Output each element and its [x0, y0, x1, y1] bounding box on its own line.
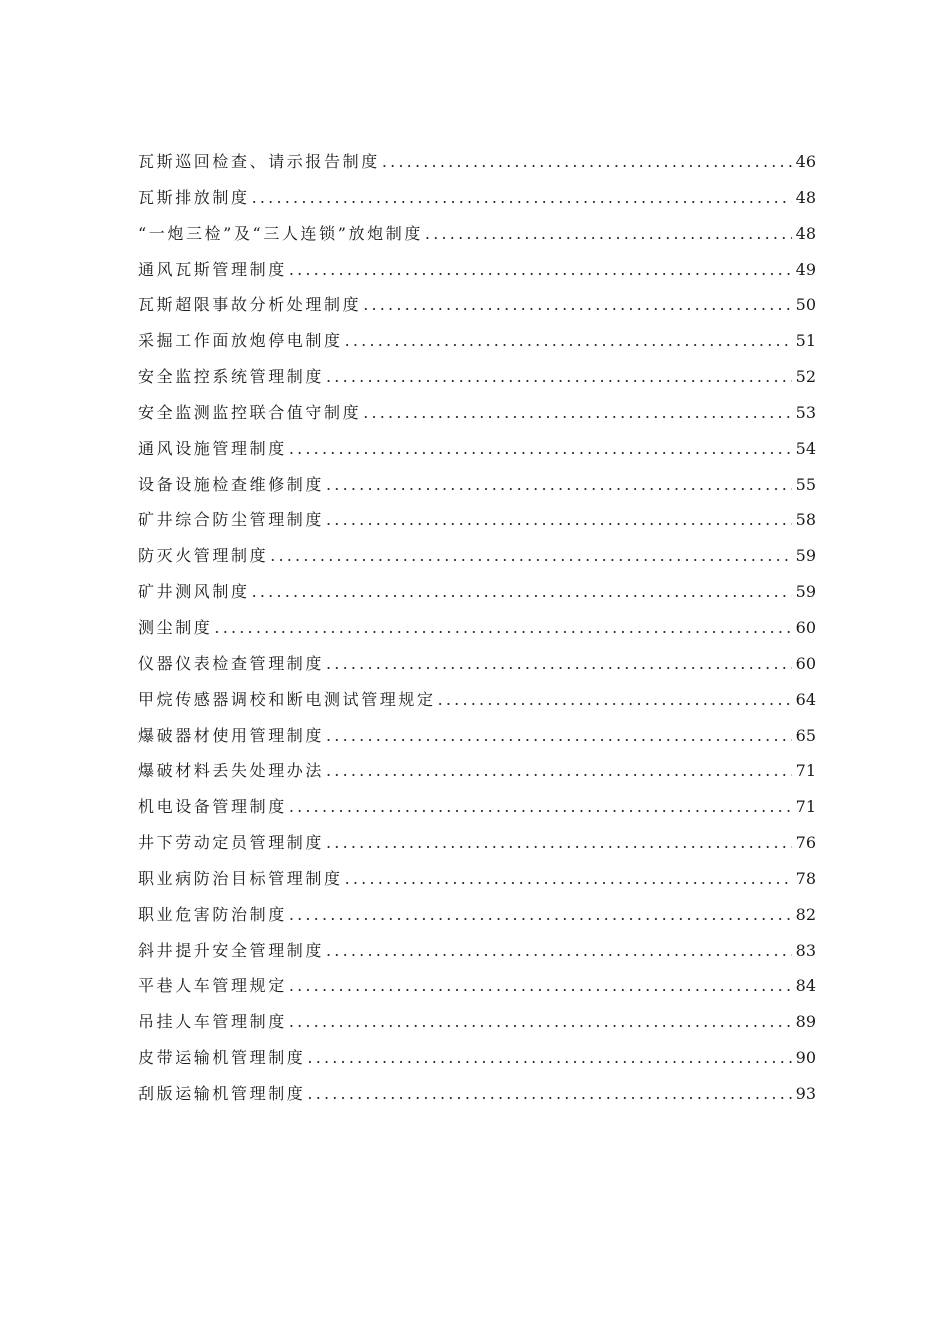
toc-entry-page-number: 59 — [795, 546, 816, 566]
toc-dot-leader — [307, 1040, 792, 1076]
toc-entry-page-number: 48 — [795, 187, 816, 207]
toc-entry-title: 安全监控系统管理制度 — [138, 367, 325, 387]
toc-entry-title: 吊挂人车管理制度 — [138, 1012, 287, 1032]
toc-entry-page-number: 71 — [795, 797, 816, 817]
toc-entry[interactable] — [138, 287, 816, 323]
toc-entry[interactable] — [138, 825, 816, 861]
toc-dot-leader — [326, 933, 792, 969]
toc-entry-title: 通风瓦斯管理制度 — [138, 259, 287, 279]
toc-entry-title: 职业危害防治制度 — [138, 904, 287, 924]
toc-entry-title: 甲烷传感器调校和断电测试管理规定 — [138, 689, 436, 709]
toc-entry-page-number: 82 — [795, 904, 816, 924]
toc-dot-leader — [326, 467, 792, 503]
toc-dot-leader — [425, 216, 792, 252]
toc-entry[interactable] — [138, 646, 816, 682]
toc-dot-leader — [345, 323, 792, 359]
toc-entry[interactable] — [138, 1040, 816, 1076]
toc-dot-leader — [289, 431, 792, 467]
toc-entry[interactable] — [138, 431, 816, 467]
toc-entry-title: 平巷人车管理规定 — [138, 976, 287, 996]
toc-entry-page-number: 54 — [795, 438, 816, 458]
toc-entry-title: 皮带运输机管理制度 — [138, 1048, 306, 1068]
toc-entry-title: 安全监测监控联合值守制度 — [138, 402, 362, 422]
toc-entry-page-number: 53 — [795, 402, 816, 422]
toc-entry-title: “一炮三检”及“三人连锁”放炮制度 — [138, 223, 423, 243]
toc-dot-leader — [252, 180, 792, 216]
toc-entry[interactable] — [138, 718, 816, 754]
toc-entry-title: 采掘工作面放炮停电制度 — [138, 331, 343, 351]
toc-dot-leader — [214, 610, 792, 646]
toc-dot-leader — [363, 287, 792, 323]
toc-entry[interactable] — [138, 467, 816, 503]
toc-entry[interactable] — [138, 682, 816, 718]
toc-entry[interactable] — [138, 861, 816, 897]
toc-entry-title: 防灭火管理制度 — [138, 546, 269, 566]
toc-entry-page-number: 48 — [795, 223, 816, 243]
toc-dot-leader — [382, 144, 792, 180]
toc-entry[interactable] — [138, 1076, 816, 1112]
toc-entry[interactable] — [138, 323, 816, 359]
toc-dot-leader — [289, 252, 792, 288]
toc-dot-leader — [289, 897, 792, 933]
toc-dot-leader — [307, 1076, 792, 1112]
toc-entry[interactable] — [138, 933, 816, 969]
toc-entry-page-number: 51 — [795, 331, 816, 351]
toc-entry[interactable] — [138, 252, 816, 288]
toc-dot-leader — [326, 718, 792, 754]
toc-entry-title: 爆破材料丢失处理办法 — [138, 761, 325, 781]
toc-entry[interactable] — [138, 538, 816, 574]
toc-entry-title: 设备设施检查维修制度 — [138, 474, 325, 494]
toc-entry-title: 矿井测风制度 — [138, 582, 250, 602]
toc-entry[interactable] — [138, 180, 816, 216]
toc-entry-page-number: 76 — [795, 833, 816, 853]
toc-dot-leader — [252, 574, 792, 610]
toc-entry-title: 通风设施管理制度 — [138, 438, 287, 458]
toc-entry-page-number: 71 — [795, 761, 816, 781]
toc-entry-page-number: 55 — [795, 474, 816, 494]
toc-entry-title: 瓦斯巡回检查、请示报告制度 — [138, 152, 380, 171]
toc-dot-leader — [326, 825, 792, 861]
table-of-contents — [138, 144, 816, 1112]
toc-entry[interactable] — [138, 610, 816, 646]
toc-entry-title: 井下劳动定员管理制度 — [138, 833, 325, 853]
toc-entry-page-number: 93 — [795, 1083, 816, 1103]
toc-entry[interactable] — [138, 144, 816, 180]
toc-entry-title: 刮版运输机管理制度 — [138, 1083, 306, 1103]
toc-entry[interactable] — [138, 789, 816, 825]
toc-entry-title: 仪器仪表检查管理制度 — [138, 653, 325, 673]
toc-entry-page-number: 59 — [795, 582, 816, 602]
toc-entry-page-number: 65 — [795, 725, 816, 745]
toc-entry[interactable] — [138, 216, 816, 252]
toc-entry-title: 测尘制度 — [138, 617, 213, 637]
toc-entry-title: 爆破器材使用管理制度 — [138, 725, 325, 745]
toc-entry-title: 职业病防治目标管理制度 — [138, 868, 343, 888]
toc-dot-leader — [289, 1004, 792, 1040]
toc-entry[interactable] — [138, 968, 816, 1004]
toc-dot-leader — [326, 753, 792, 789]
toc-dot-leader — [326, 646, 792, 682]
toc-entry[interactable] — [138, 1004, 816, 1040]
toc-entry-page-number: 60 — [795, 617, 816, 637]
toc-dot-leader — [289, 968, 792, 1004]
toc-entry-page-number: 49 — [795, 259, 816, 279]
toc-dot-leader — [326, 502, 792, 538]
toc-entry[interactable] — [138, 897, 816, 933]
toc-entry-page-number: 89 — [795, 1012, 816, 1032]
toc-dot-leader — [289, 789, 792, 825]
toc-entry-page-number: 64 — [795, 689, 816, 709]
toc-entry-title: 机电设备管理制度 — [138, 797, 287, 817]
toc-entry-title: 矿井综合防尘管理制度 — [138, 510, 325, 530]
toc-entry-page-number: 84 — [795, 976, 816, 996]
toc-entry-title: 斜井提升安全管理制度 — [138, 940, 325, 960]
toc-dot-leader — [345, 861, 792, 897]
toc-dot-leader — [270, 538, 792, 574]
toc-entry-page-number: 83 — [795, 940, 816, 960]
toc-entry-page-number: 60 — [795, 653, 816, 673]
toc-dot-leader — [363, 395, 792, 431]
toc-entry[interactable] — [138, 574, 816, 610]
toc-entry-page-number: 58 — [795, 510, 816, 530]
toc-entry[interactable] — [138, 395, 816, 431]
toc-entry-page-number: 78 — [795, 868, 816, 888]
toc-entry-page-number: 52 — [795, 367, 816, 387]
toc-entry-title: 瓦斯排放制度 — [138, 187, 250, 207]
toc-entry-page-number: 46 — [795, 152, 816, 171]
toc-entry-page-number: 90 — [795, 1048, 816, 1068]
toc-entry[interactable] — [138, 502, 816, 538]
toc-dot-leader — [438, 682, 792, 718]
toc-dot-leader — [326, 359, 792, 395]
toc-entry-page-number: 50 — [795, 295, 816, 315]
toc-entry-title: 瓦斯超限事故分析处理制度 — [138, 295, 362, 315]
toc-entry[interactable] — [138, 753, 816, 789]
toc-entry[interactable] — [138, 359, 816, 395]
